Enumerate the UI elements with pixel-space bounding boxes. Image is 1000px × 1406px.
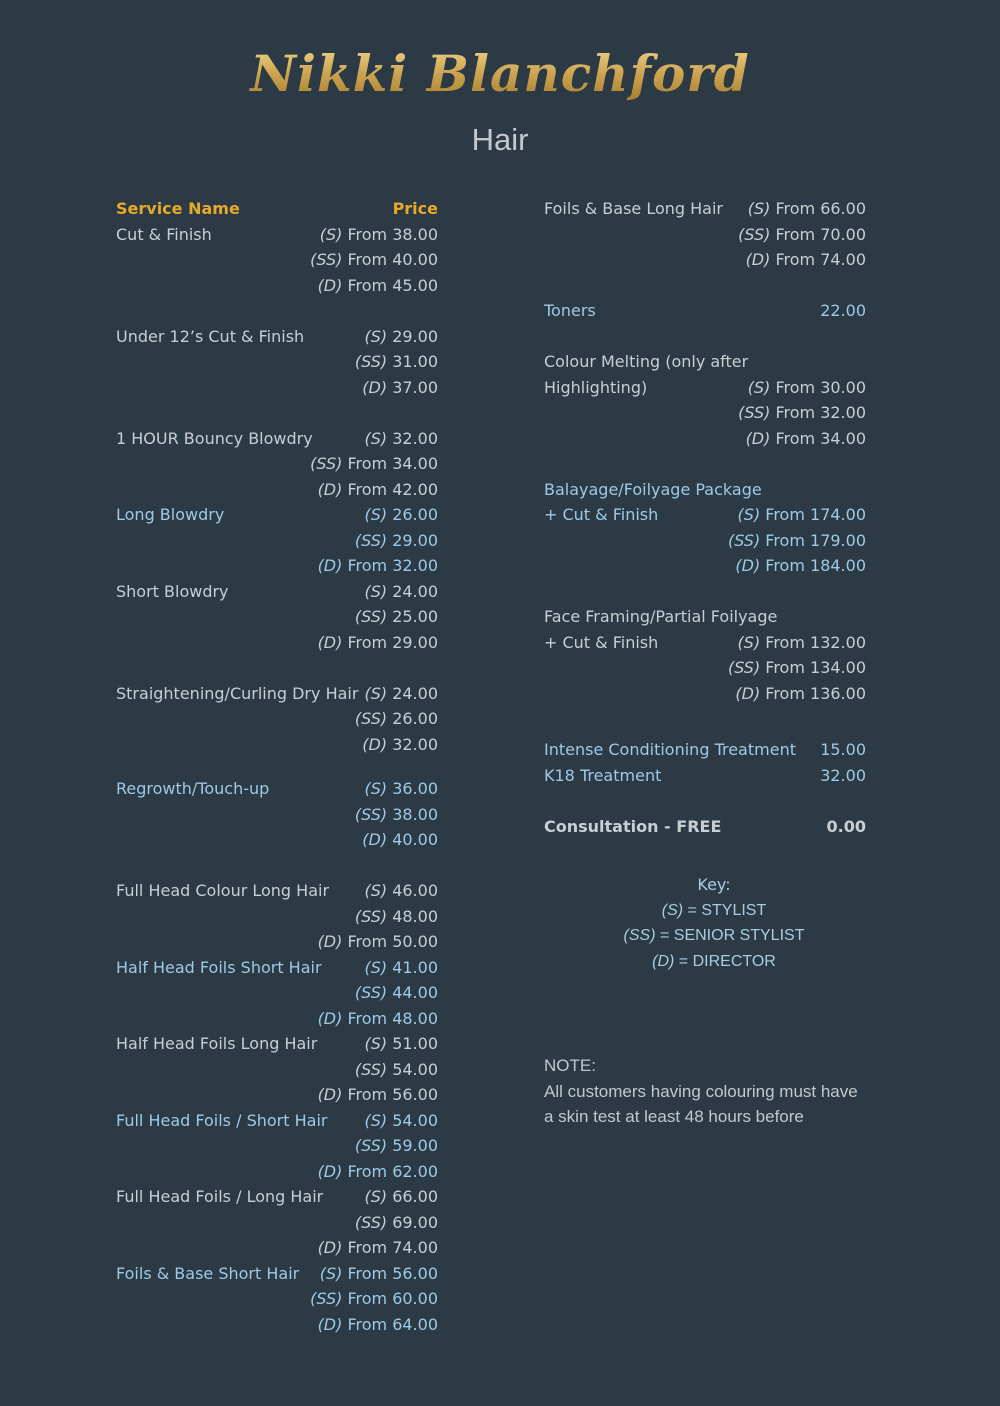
service-block (116, 776, 438, 853)
service-name: Short Blowdry (116, 581, 229, 601)
price-senior-stylist: (SS) From 179.00 (727, 530, 866, 550)
service-block (116, 579, 438, 656)
service-name: Consultation - FREE (544, 816, 722, 836)
service-toners (544, 298, 866, 324)
service-name: Long Blowdry (116, 505, 225, 524)
price-senior-stylist: (SS) 26.00 (354, 709, 438, 728)
price-director: (D) From 74.00 (745, 250, 866, 269)
price-director: (D) From 32.00 (317, 556, 438, 575)
service-block (116, 955, 438, 1032)
price-senior-stylist: (SS) 54.00 (354, 1059, 438, 1079)
price-key-legend (544, 872, 884, 974)
price-director: (D) 37.00 (362, 377, 438, 397)
price-director: (D) From 74.00 (317, 1238, 438, 1257)
column-header (116, 196, 438, 222)
price-stylist: (S) From 56.00 (319, 1263, 438, 1283)
note-line-2: a skin test at least 48 hours before (544, 1107, 804, 1126)
key-item-senior-stylist: (SS) = SENIOR STYLIST (623, 927, 805, 944)
service-name: Half Head Foils Short Hair (116, 957, 322, 977)
service-name: Under 12’s Cut & Finish (116, 326, 305, 346)
service-price: 15.00 (820, 740, 866, 759)
service-name: Full Head Foils / Short Hair (116, 1110, 328, 1130)
price-senior-stylist: (SS) 44.00 (354, 983, 438, 1002)
price-stylist: (S) 29.00 (364, 326, 438, 346)
price-stylist: (S) 46.00 (364, 881, 438, 900)
price-senior-stylist: (SS) 59.00 (354, 1136, 438, 1155)
service-name-header: Service Name (116, 199, 240, 218)
price-director: (D) From 50.00 (317, 932, 438, 951)
right-price-column (544, 196, 866, 839)
service-name: Full Head Colour Long Hair (116, 881, 330, 900)
price-senior-stylist: (SS) From 70.00 (738, 224, 866, 244)
service-name: Foils & Base Short Hair (116, 1263, 300, 1283)
price-director: (D) From 45.00 (317, 275, 438, 295)
price-stylist: (S) 41.00 (364, 957, 438, 977)
service-price: 0.00 (826, 816, 866, 836)
price-senior-stylist: (SS) 38.00 (354, 804, 438, 824)
service-intense-conditioning (544, 737, 866, 763)
brand-subtitle: Hair (471, 122, 529, 157)
price-stylist: (S) 24.00 (364, 581, 438, 601)
price-stylist: (S) 51.00 (364, 1034, 438, 1053)
price-director: (D) 40.00 (362, 830, 438, 849)
service-name: Half Head Foils Long Hair (116, 1034, 318, 1053)
key-title: Key: (697, 875, 731, 894)
service-price: 32.00 (820, 765, 866, 785)
left-service-list (116, 222, 438, 1338)
price-senior-stylist: (SS) From 32.00 (738, 403, 866, 422)
price-senior-stylist: (SS) 31.00 (354, 352, 438, 371)
service-block (116, 681, 438, 758)
price-stylist: (S) From 66.00 (747, 199, 866, 218)
price-stylist: (S) From 38.00 (319, 224, 438, 244)
service-name: Cut & Finish (116, 224, 212, 244)
service-block (116, 426, 438, 503)
key-item-stylist: (S) = STYLIST (661, 901, 767, 919)
brand-logo: Nikki Blanchford (0, 44, 1000, 103)
service-block (116, 324, 438, 401)
price-stylist: (S) 32.00 (364, 428, 438, 448)
service-block (116, 1261, 438, 1338)
service-balayage (544, 477, 866, 579)
service-block (116, 1108, 438, 1185)
price-director: (D) From 42.00 (317, 479, 438, 499)
price-senior-stylist: (SS) From 134.00 (727, 658, 866, 677)
service-face-framing (544, 604, 866, 706)
key-item-director: (D) = DIRECTOR (652, 952, 776, 970)
note-line-1: All customers having colouring must have (544, 1081, 858, 1101)
service-name: Straightening/Curling Dry Hair (116, 683, 359, 703)
service-name: Toners (544, 301, 596, 320)
price-stylist: (S) 24.00 (364, 683, 438, 703)
price-senior-stylist: (SS) From 40.00 (310, 250, 438, 269)
service-name: Regrowth/Touch-up (116, 779, 270, 798)
price-stylist: (S) From 132.00 (737, 632, 866, 652)
service-foils-base-long (544, 196, 866, 273)
price-stylist: (S) 26.00 (364, 505, 438, 524)
service-k18 (544, 763, 866, 789)
price-director: (D) From 184.00 (735, 556, 866, 575)
price-stylist: (S) 54.00 (364, 1110, 438, 1130)
service-name: Full Head Foils / Long Hair (116, 1187, 324, 1206)
price-director: (D) From 56.00 (317, 1085, 438, 1104)
price-director: (D) From 64.00 (317, 1314, 438, 1334)
service-consultation (544, 814, 866, 840)
price-director: (D) From 48.00 (317, 1008, 438, 1028)
price-senior-stylist: (SS) From 34.00 (310, 454, 438, 473)
service-block (116, 878, 438, 955)
service-colour-melting (544, 349, 866, 451)
price-senior-stylist: (SS) 25.00 (354, 607, 438, 626)
price-senior-stylist: (SS) 69.00 (354, 1212, 438, 1232)
service-block (116, 1031, 438, 1108)
price-stylist: (S) 36.00 (364, 779, 438, 798)
service-block (116, 222, 438, 299)
price-director: (D) From 34.00 (745, 428, 866, 448)
price-stylist: (S) 66.00 (364, 1187, 438, 1206)
service-price: 22.00 (820, 301, 866, 320)
price-stylist: (S) From 30.00 (747, 377, 866, 397)
price-director: (D) From 29.00 (317, 632, 438, 652)
service-name: 1 HOUR Bouncy Blowdry (116, 428, 313, 448)
service-name-line1: Colour Melting (only after (544, 352, 749, 371)
price-stylist: (S) From 174.00 (737, 505, 866, 524)
skin-test-note (544, 1053, 904, 1130)
service-name-line2: + Cut & Finish (544, 505, 659, 524)
service-block (116, 1184, 438, 1261)
price-senior-stylist: (SS) 29.00 (354, 530, 438, 550)
price-header: Price (392, 199, 438, 218)
price-director: (D) From 62.00 (317, 1161, 438, 1181)
note-title: NOTE: (544, 1056, 596, 1075)
service-name: K18 Treatment (544, 765, 662, 785)
service-name-line1: Balayage/Foilyage Package (544, 479, 762, 499)
price-director: (D) 32.00 (362, 734, 438, 754)
service-name-line2: + Cut & Finish (544, 632, 659, 652)
service-name: Intense Conditioning Treatment (544, 740, 796, 759)
left-price-column (116, 196, 438, 1337)
service-name: Foils & Base Long Hair (544, 199, 724, 218)
service-name-line2: Highlighting) (544, 377, 648, 397)
service-name-line1: Face Framing/Partial Foilyage (544, 607, 778, 626)
price-senior-stylist: (SS) 48.00 (354, 906, 438, 926)
service-block (116, 502, 438, 579)
price-director: (D) From 136.00 (735, 683, 866, 703)
price-senior-stylist: (SS) From 60.00 (310, 1289, 438, 1308)
